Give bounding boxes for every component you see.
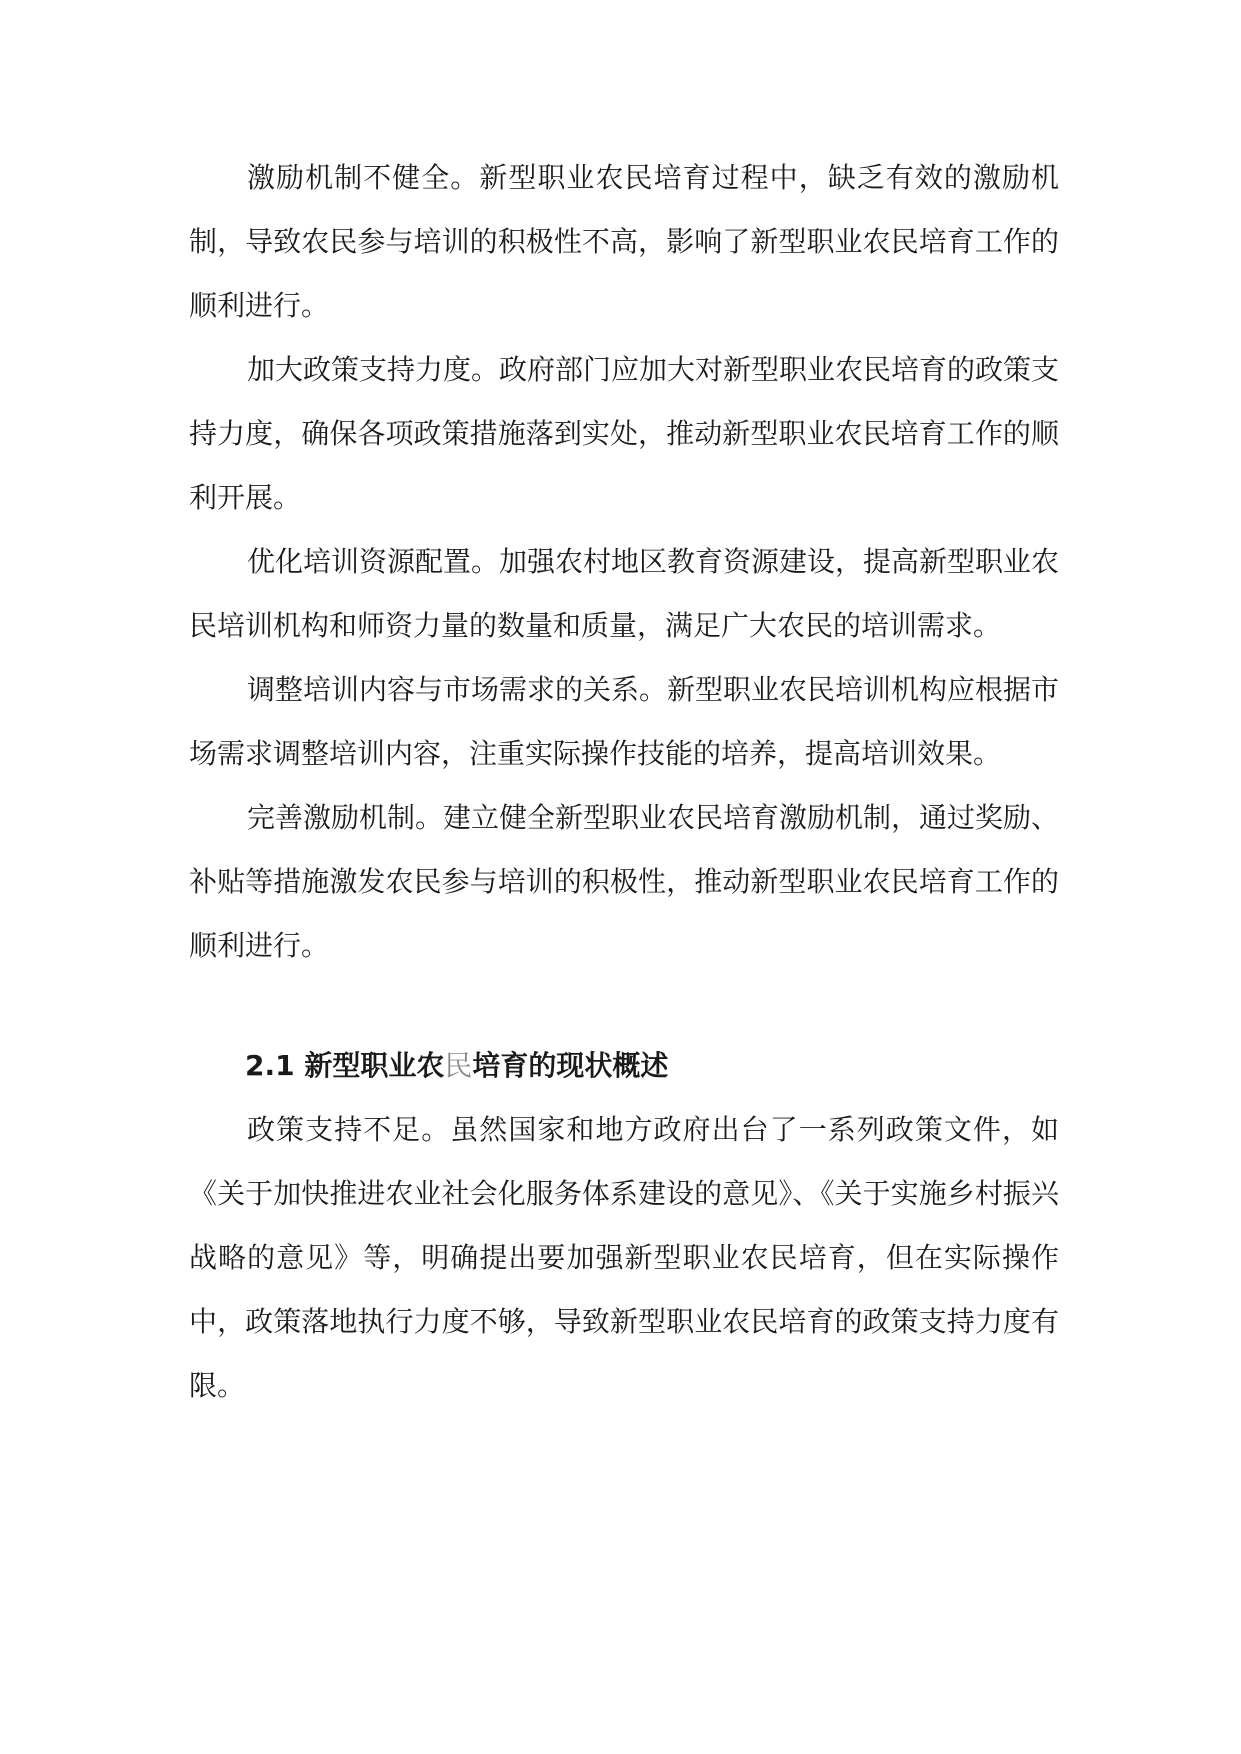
section-title-before: 新型职业农 <box>304 1049 445 1082</box>
paragraph-improve-incentive: 完善激励机制。建立健全新型职业农民培育激励机制，通过奖励、补贴等措施激发农民参与培训的积极性，推动新型职业农民培育工作的顺利进行。 <box>189 801 1060 962</box>
paragraph-policy-insufficient: 政策支持不足。虽然国家和地方政府出台了一系列政策文件，如《关于加快推进农业社会化服务体系建设的意见》、《关于实施乡村振兴战略的意见》等，明确提出要加强新型职业农民培育，但在实际操作中，政策落地执行力度不够，导致新型职业农民培育的政策支持力度有限。 <box>189 1113 1059 1402</box>
section-number: 2.1 <box>245 1049 295 1082</box>
section-title-mid: 民 <box>444 1049 473 1082</box>
paragraph-resource-allocation: 优化培训资源配置。加强农村地区教育资源建设，提高新型职业农民培训机构和师资力量的数量和质量，满足广大农民的培训需求。 <box>189 545 1060 642</box>
paragraph-policy-support: 加大政策支持力度。政府部门应加大对新型职业农民培育的政策支持力度，确保各项政策措施落到实处，推动新型职业农民培育工作的顺利开展。 <box>189 353 1060 514</box>
paragraph-training-content: 调整培训内容与市场需求的关系。新型职业农民培训机构应根据市场需求调整培训内容，注重实际操作技能的培养，提高培训效果。 <box>189 673 1060 770</box>
section-title-after: 培育的现状概述 <box>472 1049 669 1082</box>
section-heading <box>189 1034 1059 1098</box>
paragraph-incentive-mechanism: 激励机制不健全。新型职业农民培育过程中，缺乏有效的激励机制，导致农民参与培训的积极性不高，影响了新型职业农民培育工作的顺利进行。 <box>189 161 1059 322</box>
document-body <box>189 146 1059 1418</box>
